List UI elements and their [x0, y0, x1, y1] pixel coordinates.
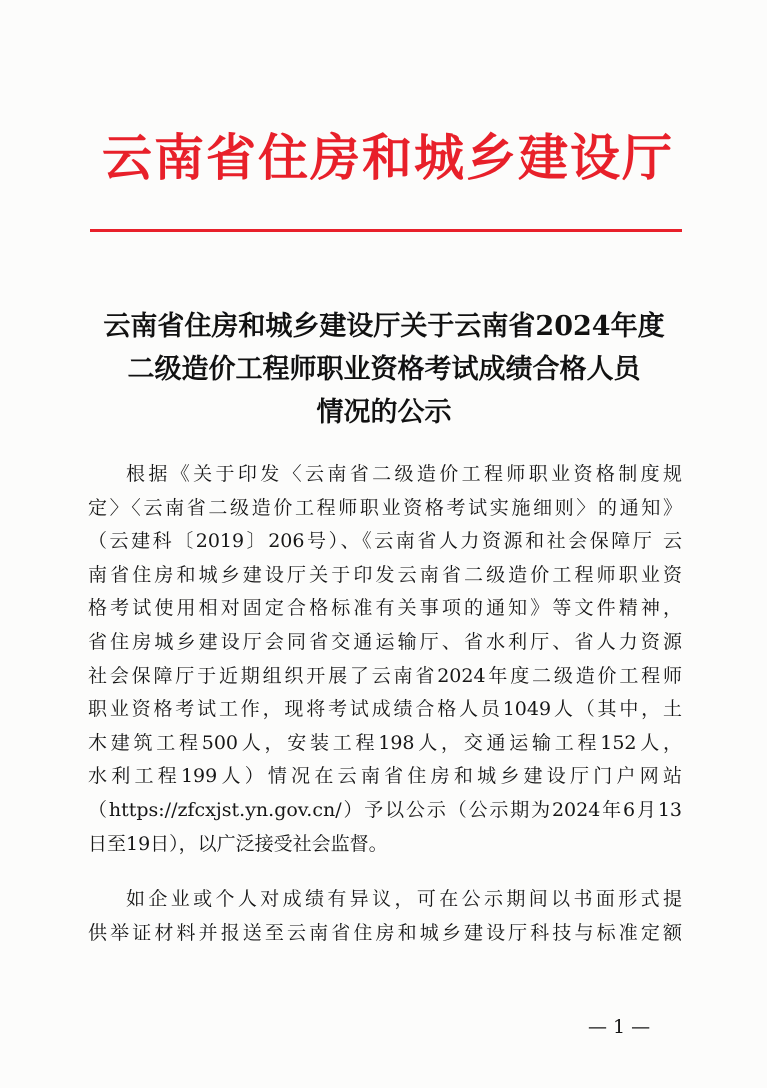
text-line: 水利工程199人）情况在云南省住房和城乡建设厅门户网站 — [88, 765, 682, 788]
text-line: 南省住房和城乡建设厅关于印发云南省二级造价工程师职业资 — [88, 563, 682, 586]
text-line: 根据《关于印发〈云南省二级造价工程师职业资格制度规 — [126, 463, 682, 485]
text-line: （云建科〔2019〕206号）、《云南省人力资源和社会保障厅 云 — [88, 530, 682, 553]
masthead: 云南省住房和城乡建设厅 — [102, 128, 674, 187]
paragraph — [88, 883, 682, 950]
title-line: 云南省住房和城乡建设厅关于云南省2024年度 — [103, 311, 665, 342]
paragraph — [88, 458, 682, 861]
text-line: 如企业或个人对成绩有异议，可在公示期间以书面形式提 — [126, 888, 682, 911]
title-line: 情况的公示 — [316, 397, 452, 428]
red-divider — [90, 229, 682, 232]
text-line: 社会保障厅于近期组织开展了云南省2024年度二级造价工程师 — [88, 664, 682, 687]
text-line: 格考试使用相对固定合格标准有关事项的通知》等文件精神， — [88, 597, 682, 620]
text-line: 供举证材料并报送至云南省住房和城乡建设厅科技与标准定额 — [88, 921, 682, 944]
text-line: （https://zfcxjst.yn.gov.cn/）予以公示（公示期为2024年6月13 — [88, 798, 682, 821]
text-line: 木建筑工程500人，安装工程198人，交通运输工程152人， — [88, 731, 682, 754]
title-line: 二级造价工程师职业资格考试成绩合格人员 — [127, 354, 641, 385]
document-title — [60, 305, 708, 434]
page-number: — 1 — — [588, 1016, 651, 1038]
text-line: 职业资格考试工作，现将考试成绩合格人员1049人（其中，土 — [88, 698, 682, 721]
text-line: 省住房城乡建设厅会同省交通运输厅、省水利厅、省人力资源 — [88, 630, 682, 653]
document-body — [88, 458, 682, 950]
text-line: 定〉〈云南省二级造价工程师职业资格考试实施细则〉的通知》 — [88, 496, 682, 519]
text-line: 日至19日），以广泛接受社会监督。 — [88, 832, 388, 855]
